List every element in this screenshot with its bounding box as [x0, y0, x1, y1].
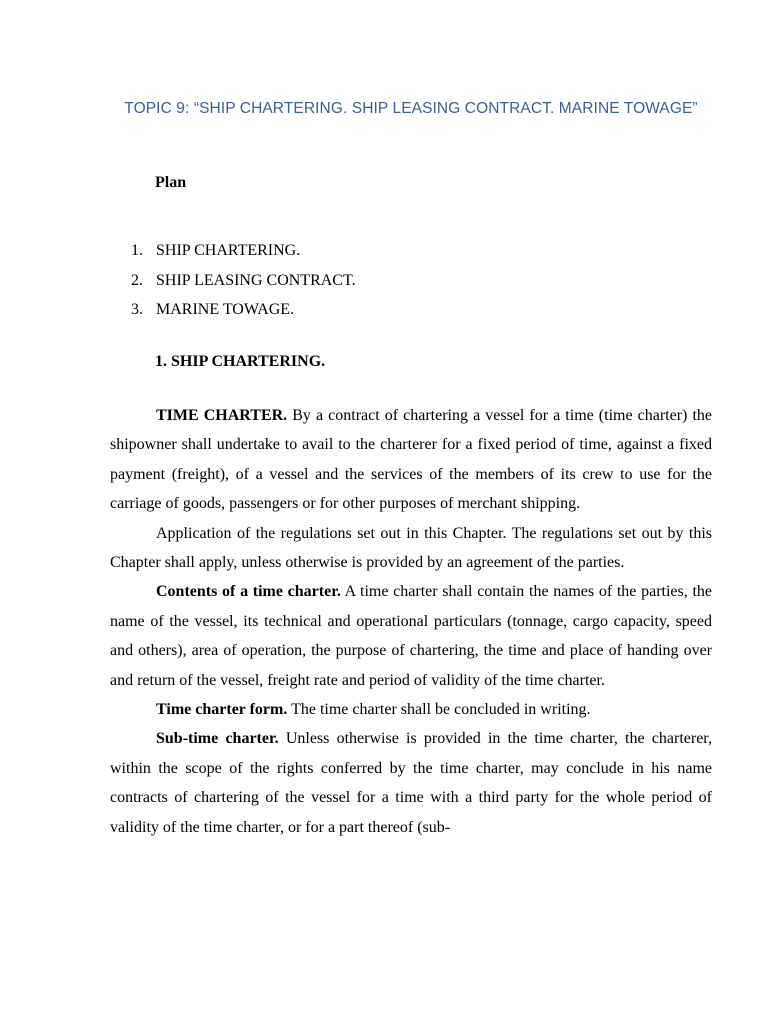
paragraph-lead: Contents of a time charter.	[156, 583, 341, 601]
plan-item	[131, 266, 356, 296]
document-body	[110, 401, 712, 842]
paragraph-contents	[110, 577, 712, 695]
plan-heading: Plan	[155, 174, 187, 191]
plan-item-number: 2.	[131, 271, 143, 289]
plan-item-text: MARINE TOWAGE.	[156, 301, 295, 318]
paragraph-text: By a contract of chartering a vessel for a time (time charter) the shipowner shall undertake to avail to the charterer for a fixed period of time, against a fixed payment (freight), of a vessel and the services of the members of its crew to use for the carriage of goods, passengers or for other purposes of merchant shipping.	[110, 407, 712, 513]
paragraph-time-charter	[110, 401, 712, 519]
section-heading: 1. SHIP CHARTERING.	[155, 353, 326, 370]
paragraph-sub-time-charter	[110, 724, 712, 842]
plan-item-text: SHIP CHARTERING.	[156, 242, 301, 259]
paragraph-text: Unless otherwise is provided in the time charter, the charterer, within the scope of the rights conferred by the time charter, may conclude in his name contracts of chartering of the vessel for a time with a third party for the whole period of validity of the time charter, or for a part thereof (sub-	[110, 730, 712, 836]
paragraph-lead: Sub-time charter.	[156, 730, 279, 748]
paragraph-text: The time charter shall be concluded in writing.	[287, 701, 591, 719]
paragraph-lead: Time charter form.	[156, 701, 288, 719]
plan-item-number: 1.	[131, 242, 143, 259]
plan-item-text: SHIP LEASING CONTRACT.	[156, 271, 356, 289]
plan-list	[131, 236, 356, 325]
paragraph-form	[110, 695, 712, 724]
plan-item	[131, 295, 356, 325]
paragraph-text: Application of the regulations set out in this Chapter. The regulations set out by this Chapter shall apply, unless otherwise is provided by an agreement of the parties.	[110, 524, 712, 572]
plan-item	[131, 236, 356, 266]
paragraph-text: A time charter shall contain the names of the parties, the name of the vessel, its technical and operational particulars (tonnage, cargo capacity, speed and others), area of operation, the purpose of chartering, the time and place of handing over and return of the vessel, freight rate and period of validity of the time charter.	[110, 583, 713, 689]
paragraph-lead: TIME CHARTER.	[156, 407, 288, 424]
paragraph-application	[110, 519, 712, 578]
plan-item-number: 3.	[131, 301, 143, 318]
document-title: TOPIC 9: “SHIP CHARTERING. SHIP LEASING CONTRACT. MARINE TOWAGE”	[124, 100, 698, 117]
